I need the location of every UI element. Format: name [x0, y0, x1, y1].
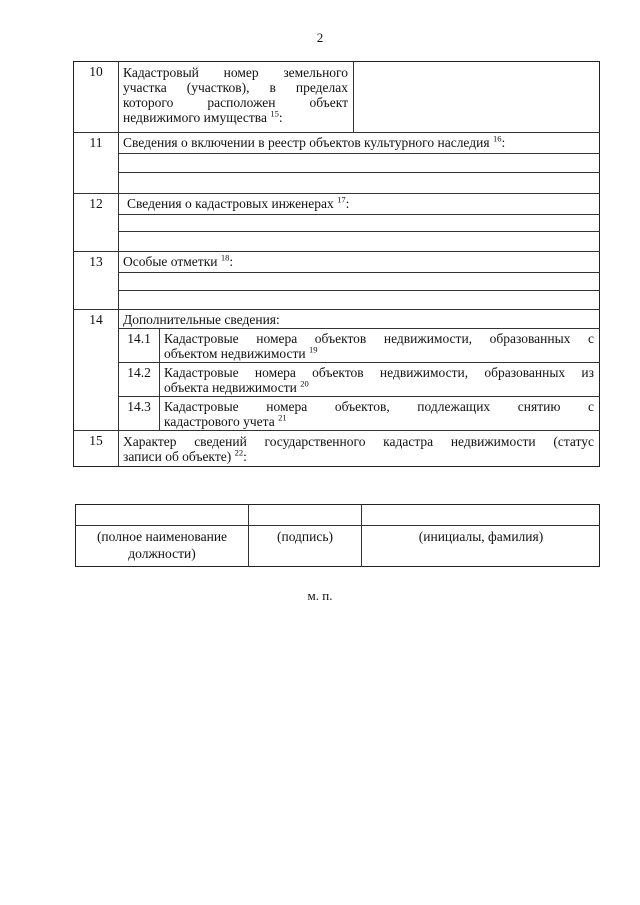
sub-row-line-2-text: объектом недвижимости	[164, 346, 306, 361]
sub-row-line-2-text: объекта недвижимости	[164, 380, 297, 395]
colon: :	[345, 196, 350, 211]
sub-row-number: 14.1	[127, 331, 151, 346]
sub-row-separator	[118, 328, 600, 329]
row-number: 11	[89, 135, 103, 150]
row-14-label: Дополнительные сведения:	[123, 312, 280, 327]
signature-caption: (подпись)	[276, 529, 334, 544]
footnote-ref: 19	[308, 344, 318, 355]
position-caption	[76, 528, 248, 562]
sub-number-divider	[159, 328, 160, 430]
row-11-entry-line	[118, 172, 600, 173]
row-15-line-2-text: записи об объекте)	[123, 449, 232, 464]
position-caption-line-1: (полное наименование	[96, 529, 228, 544]
sub-row-number: 14.2	[127, 365, 151, 380]
position-field[interactable]	[76, 505, 247, 524]
colon: :	[278, 110, 283, 125]
sub-row-separator	[118, 396, 600, 397]
signature-field[interactable]	[249, 505, 360, 524]
row-separator	[73, 251, 600, 252]
sub-row-label	[164, 331, 594, 361]
sub-row-line-1: Кадастровые номера объектов недвижимости, образованных из	[164, 365, 594, 380]
row-13-entry-line	[118, 272, 600, 273]
row-10-label	[123, 65, 348, 125]
number-column-divider	[118, 61, 119, 467]
row-15-line-1: Характер сведений государственного кадастра недвижимости (статус	[123, 434, 594, 449]
row-10-line-1: Кадастровый номер земельного	[123, 65, 348, 80]
sub-row-label	[164, 399, 594, 429]
row-12-label	[127, 196, 587, 211]
sub-row-line-2	[164, 414, 594, 429]
sub-row-line-2-text: кадастрового учета	[164, 414, 275, 429]
sub-row-line-1: Кадастровые номера объектов, подлежащих снятию с	[164, 399, 594, 414]
page-number: 2	[316, 30, 324, 45]
name-caption: (инициалы, фамилия)	[418, 529, 544, 544]
sub-row-separator	[118, 362, 600, 363]
signature-divider	[75, 525, 600, 526]
sub-row-label	[164, 365, 594, 395]
row-11-entry-line	[118, 153, 600, 154]
row-10-line-4	[123, 110, 348, 125]
row-separator	[73, 430, 600, 431]
row-number: 14	[89, 312, 103, 327]
row-15-label	[123, 434, 594, 464]
row-13-label	[123, 254, 583, 269]
row-12-entry-line	[118, 214, 600, 215]
footnote-ref: 16	[492, 133, 502, 144]
row-13-entry-line	[118, 290, 600, 291]
row-12-entry-line	[118, 231, 600, 232]
row-10-value-cell	[354, 62, 599, 131]
row-10-line-2: участка (участков), в пределах	[123, 80, 348, 95]
row-12-label-text: Сведения о кадастровых инженерах	[127, 196, 334, 211]
row-13-label-text: Особые отметки	[123, 254, 218, 269]
row-separator	[73, 132, 600, 133]
footnote-ref: 21	[278, 412, 287, 423]
colon: :	[229, 254, 234, 269]
row-number: 15	[89, 433, 103, 448]
row-separator	[73, 309, 600, 310]
sub-row-number: 14.3	[127, 399, 151, 414]
footnote-ref: 18	[220, 252, 230, 263]
row-number: 13	[89, 254, 103, 269]
row-11-label-text: Сведения о включении в реестр объектов культурного наследия	[123, 135, 490, 150]
row-11-label	[123, 135, 593, 150]
row-10-line-3: которого расположен объект	[123, 95, 348, 110]
name-field[interactable]	[362, 505, 599, 524]
row-15-line-2	[123, 449, 594, 464]
sub-row-line-2	[164, 346, 594, 361]
footnote-ref: 22	[234, 447, 244, 458]
row-10-line-4-text: недвижимого имущества	[123, 110, 267, 125]
row-number: 12	[89, 196, 103, 211]
footnote-ref: 20	[300, 378, 309, 389]
colon: :	[243, 449, 247, 464]
footnote-ref: 15	[270, 108, 279, 119]
footnote-ref: 17	[337, 194, 346, 205]
position-caption-line-2: должности)	[128, 546, 196, 561]
colon: :	[501, 135, 506, 150]
sub-row-line-1: Кадастровые номера объектов недвижимости, образованных с	[164, 331, 594, 346]
sub-row-line-2	[164, 380, 594, 395]
stamp-placeholder: м. п.	[307, 588, 333, 603]
row-number: 10	[89, 64, 103, 79]
